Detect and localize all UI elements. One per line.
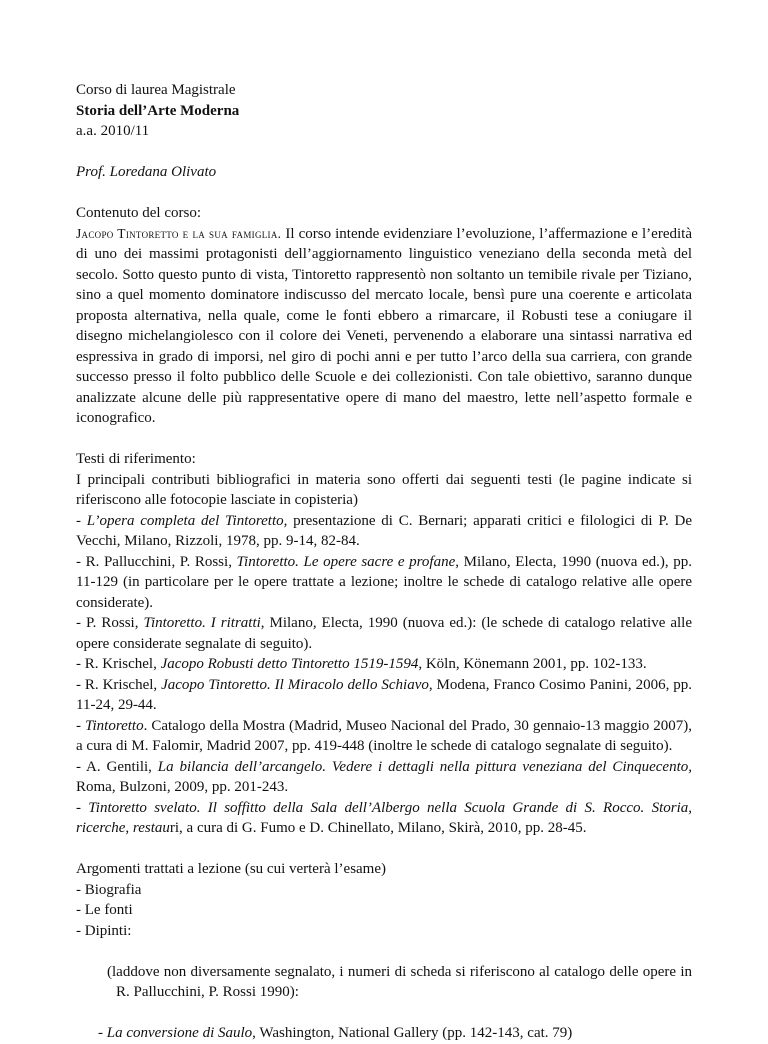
content-section [76, 203, 692, 429]
content-paragraph: Jacopo Tintoretto e la sua famiglia. Il corso intende evidenziare l’evoluzione, l’affermazione e l’eredità di uno dei massimi protagonisti dell’aggiornamento linguistico veneziano della seconda metà del secolo. Sotto questo punto di vista, Tintoretto rappresentò non soltanto un temibile rivale per Tiziano, sino a quel momento dominatore indiscusso del mercato locale, bensì pure una coerente e articolata proposta alternativa, nella quale, come le fonti ebbero a rimarcare, il Robusti tese a coniugare il disegno michelangiolesco con il colore dei Veneti, pervenendo a elaborare una sintassi narrativa ed espressiva in grado di imporsi, nel giro di pochi anni e per tutto l’arco della sua carriera, con grande successo presso il folto pubblico delle Scuole e dei collezionisti. Con tale obiettivo, saranno dunque analizzate alcune delle più rappresentative opere di mano del maestro, lette nell’aspetto formale e iconografico. [76, 225, 692, 426]
reference-item: - P. Rossi, Tintoretto. I ritratti, Milano, Electa, 1990 (nuova ed.): (le schede di catalogo relative alle opere considerate segnalate di seguito). [76, 615, 692, 652]
topic-item: - Biografia [76, 881, 142, 898]
reference-item: - R. Krischel, Jacopo Robusti detto Tintoretto 1519-1594, Köln, Könemann 2001, pp. 102-133. [76, 656, 647, 672]
references-section [76, 449, 692, 839]
reference-item: - A. Gentili, La bilancia dell’arcangelo. Vedere i dettagli nella pittura veneziana del Cinquecento, Roma, Bulzoni, 2009, pp. 201-243. [76, 758, 692, 795]
topics-section [76, 859, 692, 1044]
references-intro: I principali contributi bibliografici in materia sono offerti dai seguenti testi (le pagine indicate si riferiscono alle fotocopie lasciate in copisteria) [76, 471, 692, 508]
reference-item: - Tintoretto. Catalogo della Mostra (Madrid, Museo Nacional del Prado, 30 gennaio-13 maggio 2007), a cura di M. Falomir, Madrid 2007, pp. 419-448 (inoltre le schede di catalogo segnalate di seguito). [76, 717, 692, 754]
reference-item: - L’opera completa del Tintoretto, presentazione di C. Bernari; apparati critici e filologici di P. De Vecchi, Milano, Rizzoli, 1978, pp. 9-14, 82-84. [76, 512, 692, 549]
content-heading: Contenuto del corso: [76, 205, 201, 221]
topic-item: - Dipinti: [76, 922, 132, 939]
references-list [76, 511, 692, 839]
course-type: Corso di laurea Magistrale [76, 82, 236, 98]
document-page [76, 80, 692, 1044]
academic-year: a.a. 2010/11 [76, 123, 150, 139]
catalog-note: (laddove non diversamente segnalato, i numeri di scheda si riferiscono al catalogo delle opere in R. Pallucchini, P. Rossi 1990): [107, 963, 692, 1000]
artwork-item: - La conversione di Saulo, Washington, National Gallery (pp. 142-143, cat. 79) [98, 1025, 573, 1041]
reference-item: - R. Krischel, Jacopo Tintoretto. Il Miracolo dello Schiavo, Modena, Franco Cosimo Panini, 2006, pp. 11-24, 29-44. [76, 676, 692, 713]
topic-item: - Le fonti [76, 902, 133, 918]
professor-name: Prof. Loredana Olivato [76, 164, 217, 180]
course-header [76, 80, 692, 142]
reference-item: - Tintoretto svelato. Il soffitto della Sala dell’Albergo nella Scuola Grande di S. Rocco. Storia, ricerche, restauri, a cura di G. Fumo e D. Chinellato, Milano, Skirà, 2010, pp. 28-45. [76, 799, 692, 836]
topics-heading: Argomenti trattati a lezione (su cui verterà l’esame) [76, 861, 387, 877]
course-topic: Jacopo Tintoretto e la sua famiglia. [76, 225, 282, 241]
references-heading: Testi di riferimento: [76, 451, 196, 467]
course-title: Storia dell’Arte Moderna [76, 102, 240, 119]
reference-item: - R. Pallucchini, P. Rossi, Tintoretto. Le opere sacre e profane, Milano, Electa, 1990 (nuova ed.), pp. 11-129 (in particolare per le opere trattate a lezione; inoltre le schede di catalogo relative alle opere considerate). [76, 553, 692, 611]
